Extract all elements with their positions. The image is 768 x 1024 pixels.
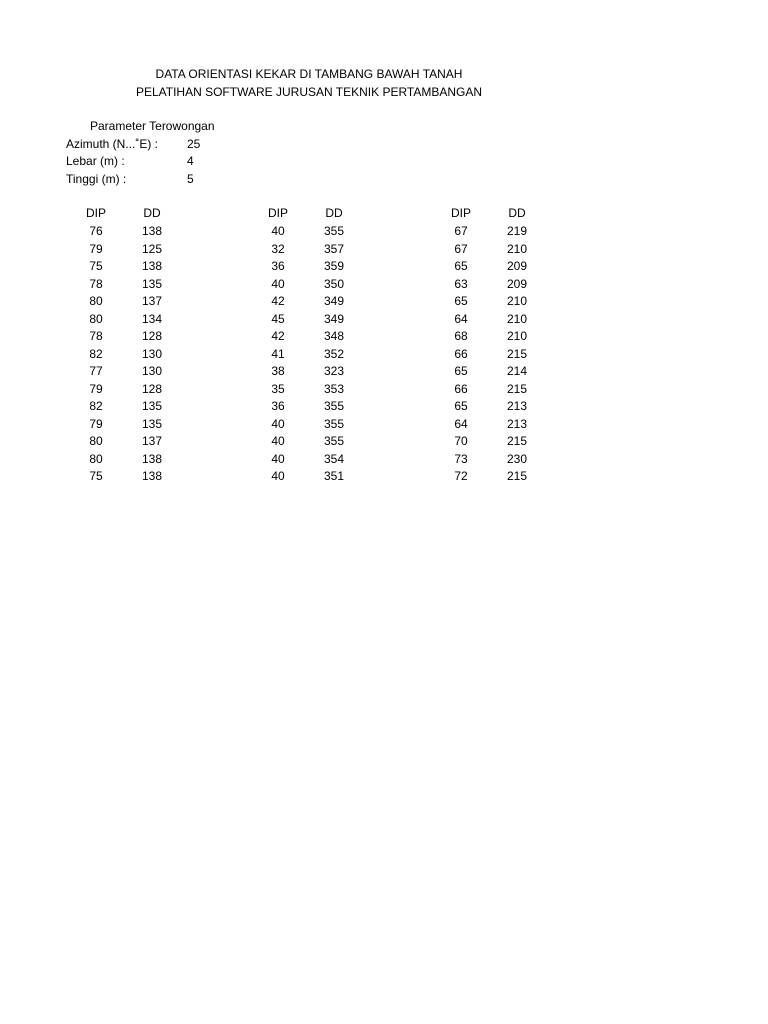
table-row	[258, 364, 398, 382]
table-row	[441, 259, 581, 277]
table-row	[258, 312, 398, 330]
dip-cell: 35	[271, 381, 285, 396]
dd-cell: 138	[141, 469, 163, 483]
dip-cell: 68	[454, 329, 468, 343]
table-row	[258, 417, 398, 435]
dd-cell: 355	[323, 224, 345, 238]
table-row	[441, 329, 581, 347]
dip-cell: 75	[89, 469, 103, 483]
dd-cell: 359	[323, 259, 345, 273]
dd-cell: 135	[141, 399, 163, 413]
table-row	[76, 417, 216, 435]
document-title-line-1: DATA ORIENTASI KEKAR DI TAMBANG BAWAH TANAH	[155, 67, 463, 81]
dip-cell: 82	[89, 346, 103, 361]
dip-cell: 45	[271, 311, 285, 326]
dip-cell: 42	[271, 294, 285, 308]
azimuth-label: Azimuth (N...˚E) :	[66, 137, 159, 151]
dd-column-header: DD	[143, 206, 161, 220]
dip-cell: 78	[89, 276, 103, 291]
table-row	[258, 469, 398, 487]
document-title-line-2: PELATIHAN SOFTWARE JURUSAN TEKNIK PERTAMBANGAN	[135, 85, 483, 99]
dd-cell: 125	[141, 241, 163, 256]
dd-cell: 210	[506, 241, 528, 256]
dd-cell: 128	[141, 381, 163, 396]
table-row	[441, 364, 581, 382]
dd-cell: 215	[506, 346, 528, 361]
dip-cell: 73	[454, 451, 468, 466]
dip-cell: 76	[89, 224, 103, 238]
dd-cell: 128	[141, 329, 163, 343]
table-row	[258, 399, 398, 417]
parameters-heading: Parameter Terowongan	[90, 119, 215, 133]
dip-cell: 66	[454, 346, 468, 361]
table-row	[76, 329, 216, 347]
table-row	[76, 452, 216, 470]
dd-cell: 350	[323, 276, 345, 291]
dip-column-header: DIP	[450, 206, 471, 220]
dip-cell: 79	[89, 381, 103, 396]
dd-cell: 215	[506, 381, 528, 396]
dip-cell: 66	[454, 381, 468, 396]
table-row	[76, 382, 216, 400]
table-row	[258, 277, 398, 295]
table-row	[258, 382, 398, 400]
dip-cell: 79	[89, 416, 103, 431]
dd-cell: 137	[141, 294, 163, 308]
dip-cell: 40	[271, 469, 285, 483]
table-row	[76, 469, 216, 487]
dip-cell: 75	[89, 259, 103, 273]
dip-cell: 80	[89, 294, 103, 308]
dip-cell: 63	[454, 276, 468, 291]
table-row	[441, 242, 581, 260]
dd-cell: 349	[323, 294, 345, 308]
dd-column-header: DD	[508, 206, 526, 220]
table-row	[441, 469, 581, 487]
table-row	[258, 294, 398, 312]
dip-cell: 67	[454, 241, 468, 256]
dip-cell: 32	[271, 241, 285, 256]
azimuth-value: 25	[187, 137, 201, 151]
dip-column-header: DIP	[85, 206, 106, 220]
lebar-value: 4	[187, 154, 194, 168]
table-row	[76, 294, 216, 312]
table-row	[258, 347, 398, 365]
tinggi-value: 5	[187, 172, 194, 186]
dd-cell: 351	[323, 469, 345, 483]
table-row	[258, 224, 398, 242]
dip-cell: 78	[89, 329, 103, 343]
dd-cell: 134	[141, 311, 163, 326]
table-row	[76, 312, 216, 330]
dd-cell: 353	[323, 381, 345, 396]
dip-cell: 65	[454, 259, 468, 273]
dip-cell: 65	[454, 364, 468, 378]
table-row	[441, 399, 581, 417]
lebar-label: Lebar (m) :	[66, 154, 125, 168]
dip-cell: 79	[89, 241, 103, 256]
table-row	[258, 259, 398, 277]
dd-cell: 210	[506, 294, 528, 308]
dd-cell: 138	[141, 259, 163, 273]
dip-cell: 70	[454, 434, 468, 448]
dip-cell: 42	[271, 329, 285, 343]
table-row	[76, 259, 216, 277]
table-row	[76, 399, 216, 417]
dd-cell: 138	[141, 224, 163, 238]
dip-cell: 80	[89, 311, 103, 326]
dd-cell: 355	[323, 416, 345, 431]
dd-cell: 213	[506, 399, 528, 413]
table-row	[441, 312, 581, 330]
dd-cell: 135	[141, 276, 163, 291]
table-row	[441, 224, 581, 242]
table-row	[76, 224, 216, 242]
table-row	[441, 277, 581, 295]
dd-cell: 215	[506, 469, 528, 483]
table-row	[76, 434, 216, 452]
dd-cell: 215	[506, 434, 528, 448]
dip-cell: 67	[454, 224, 468, 238]
dd-cell: 213	[506, 416, 528, 431]
table-row	[258, 329, 398, 347]
dip-cell: 41	[271, 346, 285, 361]
dip-cell: 40	[271, 416, 285, 431]
dip-cell: 40	[271, 434, 285, 448]
dip-cell: 38	[271, 364, 285, 378]
dd-cell: 209	[506, 276, 528, 291]
table-row	[76, 364, 216, 382]
dip-cell: 72	[454, 469, 468, 483]
dip-cell: 65	[454, 399, 468, 413]
dd-cell: 219	[506, 224, 528, 238]
dd-cell: 214	[506, 364, 528, 378]
dip-cell: 64	[454, 416, 468, 431]
table-row	[441, 347, 581, 365]
dd-cell: 357	[323, 241, 345, 256]
dip-cell: 40	[271, 224, 285, 238]
table-row	[76, 277, 216, 295]
dip-cell: 64	[454, 311, 468, 326]
dip-cell: 77	[89, 364, 103, 378]
dip-cell: 40	[271, 451, 285, 466]
tinggi-label: Tinggi (m) :	[66, 172, 127, 186]
table-row	[441, 417, 581, 435]
dd-cell: 210	[506, 329, 528, 343]
dip-cell: 65	[454, 294, 468, 308]
dd-cell: 209	[506, 259, 528, 273]
dd-cell: 354	[323, 451, 345, 466]
joint-set-3-rows	[441, 224, 581, 487]
dd-cell: 349	[323, 311, 345, 326]
dip-cell: 36	[271, 259, 285, 273]
dd-cell: 130	[141, 346, 163, 361]
dd-column-header: DD	[325, 206, 343, 220]
dd-cell: 230	[506, 451, 528, 466]
dd-cell: 137	[141, 434, 163, 448]
table-row	[258, 452, 398, 470]
table-row	[441, 452, 581, 470]
joint-set-1-rows	[76, 224, 216, 487]
dd-cell: 210	[506, 311, 528, 326]
table-row	[76, 347, 216, 365]
joint-set-2-rows	[258, 224, 398, 487]
dd-cell: 323	[323, 364, 345, 378]
dd-cell: 130	[141, 364, 163, 378]
table-row	[258, 242, 398, 260]
dd-cell: 355	[323, 434, 345, 448]
dip-cell: 82	[89, 399, 103, 413]
table-row	[258, 434, 398, 452]
dd-cell: 138	[141, 451, 163, 466]
table-row	[441, 434, 581, 452]
dd-cell: 135	[141, 416, 163, 431]
dip-cell: 40	[271, 276, 285, 291]
table-row	[441, 294, 581, 312]
dip-column-header: DIP	[267, 206, 288, 220]
dip-cell: 80	[89, 451, 103, 466]
dd-cell: 355	[323, 399, 345, 413]
dip-cell: 80	[89, 434, 103, 448]
dd-cell: 348	[323, 329, 345, 343]
dd-cell: 352	[323, 346, 345, 361]
table-row	[76, 242, 216, 260]
dip-cell: 36	[271, 399, 285, 413]
table-row	[441, 382, 581, 400]
